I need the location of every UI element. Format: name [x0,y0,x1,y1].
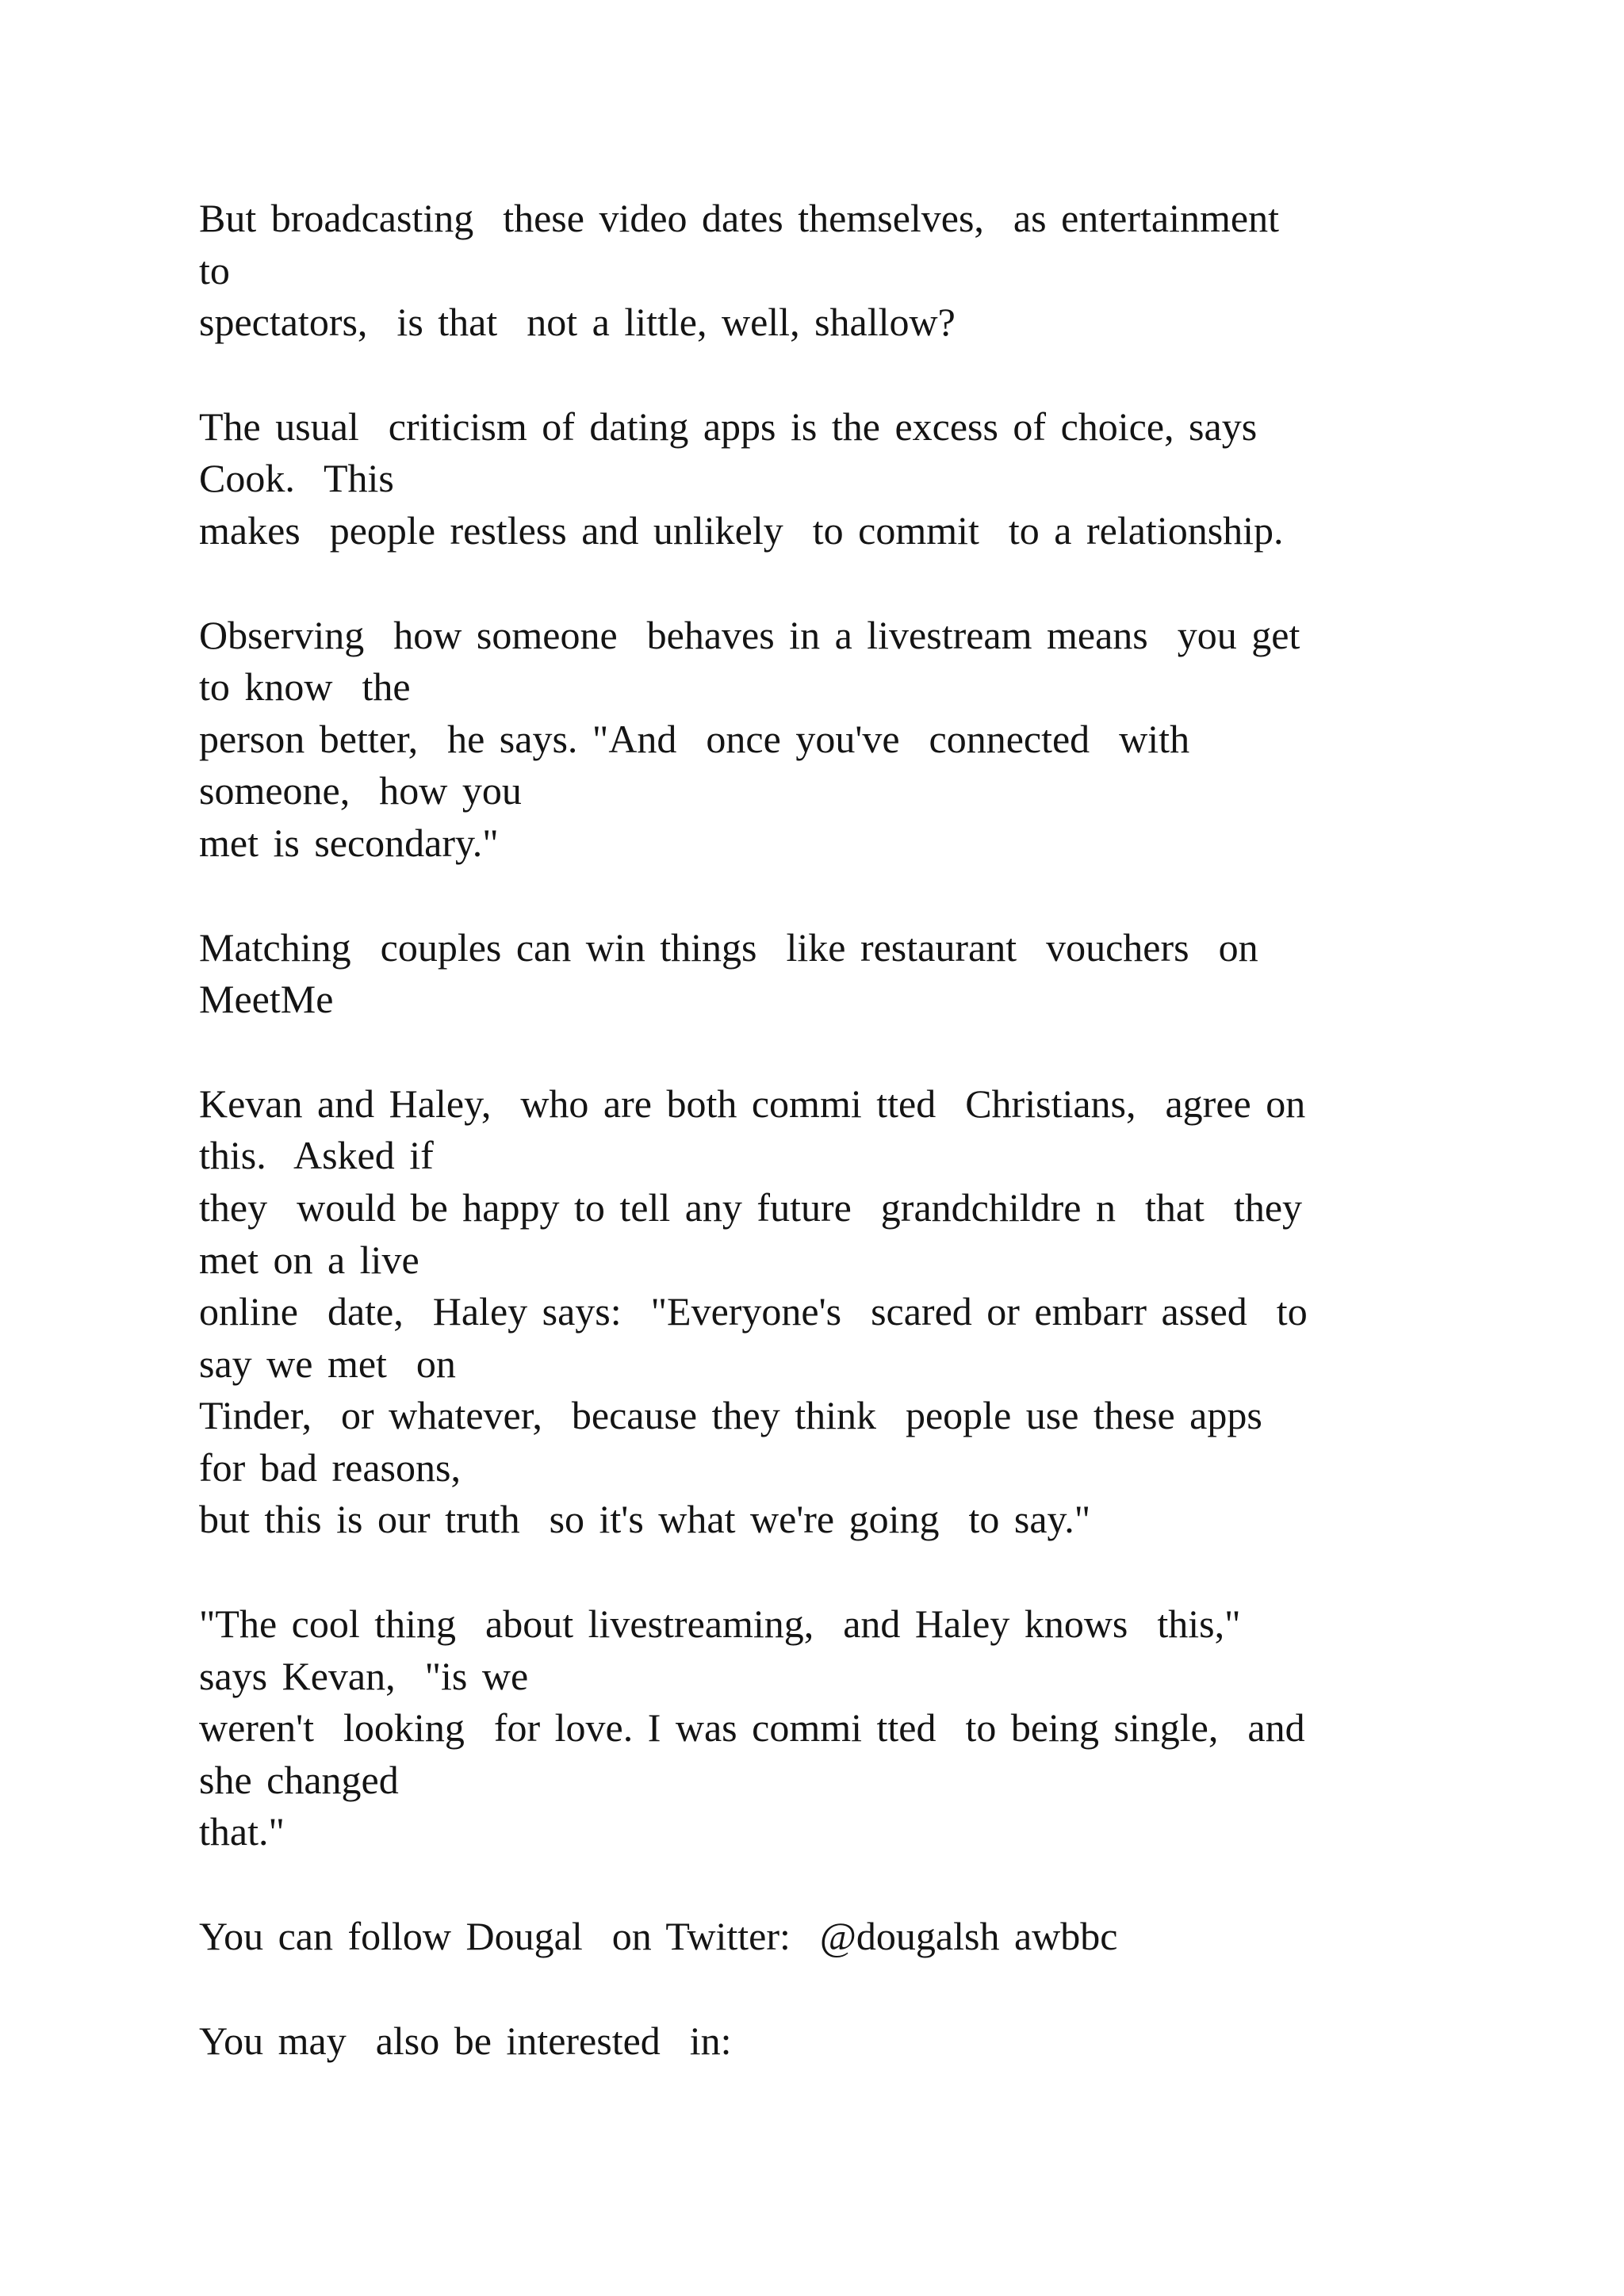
text-line: that." [199,1809,285,1854]
text-line: met is secondary." [199,820,499,865]
text-line: for bad reasons, [199,1445,461,1490]
text-line: "The cool thing about livestreaming, and Haley knows this," [199,1601,1241,1647]
text-line: The usual criticism of dating apps is the excess of choice, says [199,404,1258,449]
text-line: someone, how you [199,768,522,813]
text-line: person better, he says. "And once you've connected with [199,716,1190,761]
text-line: Kevan and Haley, who are both commi tted Christians, agree on [199,1081,1306,1126]
text-line: they would be happy to tell any future grandchildre n that they [199,1184,1303,1230]
text-line: she changed [199,1757,399,1802]
paragraph [199,610,1436,870]
text-line: Observing how someone behaves in a livestream means you get [199,612,1300,657]
text-line: Tinder, or whatever, because they think people use these apps [199,1393,1262,1438]
text-line: You may also be interested in: [199,2018,732,2063]
text-line: say we met on [199,1341,456,1386]
text-line: online date, Haley says: "Everyone's scared or embarr assed to [199,1289,1308,1334]
text-line: makes people restless and unlikely to commit to a relationship. [199,507,1284,553]
paragraph [199,1598,1436,1858]
text-line: You can follow Dougal on Twitter: @dougalsh awbbc [199,1914,1118,1959]
text-line: this. Asked if [199,1133,434,1178]
paragraph [199,401,1436,557]
text-line: weren't looking for love. I was commi tted to being single, and [199,1705,1305,1751]
text-line: to know the [199,664,411,710]
article-body [199,193,1436,2119]
text-line: but this is our truth so it's what we're going to say." [199,1497,1091,1542]
text-line: says Kevan, "is we [199,1653,529,1698]
paragraph [199,1911,1436,1963]
text-line: Matching couples can win things like restaurant vouchers on [199,924,1258,970]
text-line: MeetMe [199,977,334,1022]
text-line: met on a live [199,1237,419,1282]
text-line: Cook. This [199,456,394,501]
paragraph [199,922,1436,1026]
paragraph [199,2015,1436,2068]
text-line: spectators, is that not a little, well, shallow? [199,300,956,345]
paragraph [199,193,1436,349]
text-line: to [199,247,230,293]
paragraph [199,1078,1436,1546]
text-line: But broadcasting these video dates themselves, as entertainment [199,196,1279,240]
